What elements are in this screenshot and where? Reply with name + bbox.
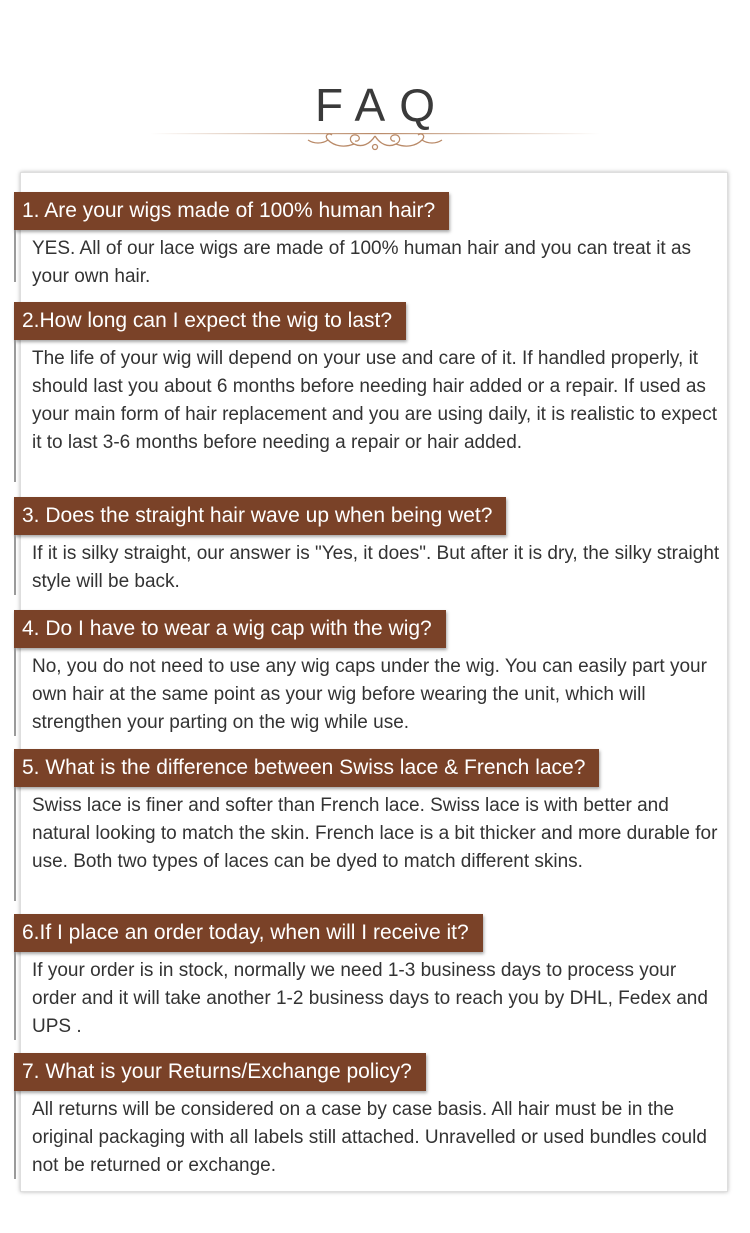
faq-answer-bar-2 <box>14 340 16 482</box>
faq-answer-7: All returns will be considered on a case by case basis. All hair must be in the original packaging with all labels still attached. Unravelled or used bundles could not be returned or exchange. <box>32 1099 707 1176</box>
scroll-flourish-divider-icon <box>150 122 600 158</box>
faq-answer-bar-5 <box>14 787 16 901</box>
faq-question-1: 1. Are your wigs made of 100% human hair? <box>14 192 449 230</box>
faq-question-4: 4. Do I have to wear a wig cap with the wig? <box>14 610 446 648</box>
faq-question-6: 6.If I place an order today, when will I receive it? <box>14 914 483 952</box>
faq-answer-bar-6 <box>14 952 16 1040</box>
faq-answer-bar-7 <box>14 1091 16 1179</box>
faq-answer-5: Swiss lace is finer and softer than French lace. Swiss lace is with better and natural looking to match the skin. French lace is a bit thicker and more durable for use. Both two types of laces can be dyed to match different skins. <box>32 795 718 872</box>
faq-question-5: 5. What is the difference between Swiss lace & French lace? <box>14 749 599 787</box>
faq-answer-1: YES. All of our lace wigs are made of 100% human hair and you can treat it as your own hair. <box>32 238 692 287</box>
faq-answer-2: The life of your wig will depend on your use and care of it. If handled properly, it should last you about 6 months before needing hair added or a repair. If used as your main form of hair replacement and you are using daily, it is realistic to expect it to last 3-6 months before needing a repair or hair added. <box>32 348 718 453</box>
faq-answer-3: If it is silky straight, our answer is "Yes, it does". But after it is dry, the silky straight style will be back. <box>32 543 720 592</box>
faq-question-3: 3. Does the straight hair wave up when being wet? <box>14 497 506 535</box>
faq-answer-bar-4 <box>14 648 16 736</box>
page-title: FAQ <box>314 79 450 131</box>
faq-answer-bar-1 <box>14 230 16 282</box>
faq-question-2: 2.How long can I expect the wig to last? <box>14 302 406 340</box>
faq-answer-bar-3 <box>14 535 16 595</box>
faq-answer-4: No, you do not need to use any wig caps under the wig. You can easily part your own hair at the same point as your wig before wearing the unit, which will strengthen your parting on the wig while use. <box>32 656 707 733</box>
faq-question-7: 7. What is your Returns/Exchange policy? <box>14 1053 426 1091</box>
faq-answer-6: If your order is in stock, normally we need 1-3 business days to process your order and it will take another 1-2 business days to reach you by DHL, Fedex and UPS . <box>32 960 708 1037</box>
